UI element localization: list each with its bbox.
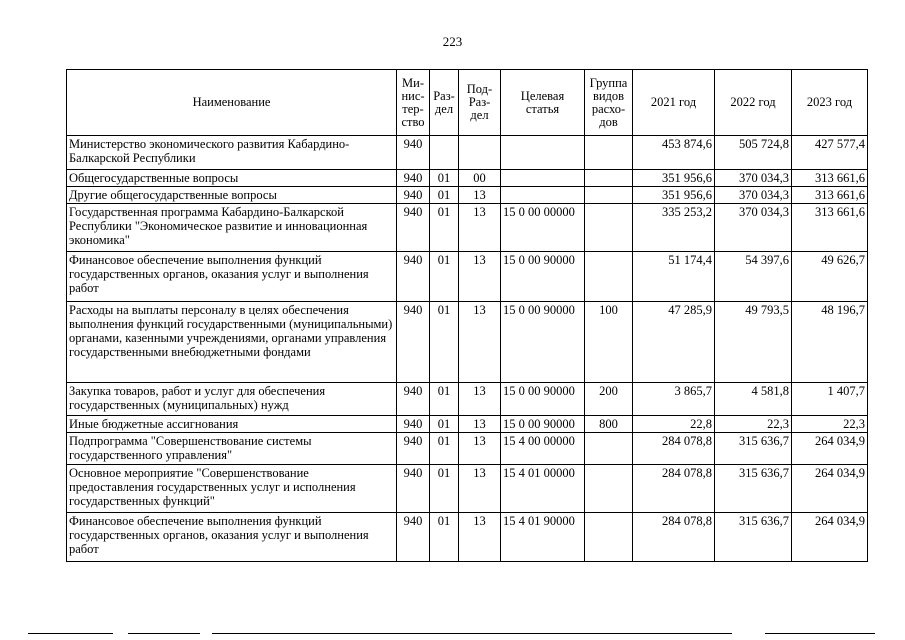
header-target: Целевая статья [501, 70, 585, 136]
cell-2021: 284 078,8 [633, 433, 715, 465]
cell-section: 01 [430, 383, 459, 416]
cell-2023: 264 034,9 [792, 465, 868, 513]
table-row [67, 513, 868, 562]
cell-subsection: 13 [459, 465, 501, 513]
cell-group [585, 252, 633, 302]
cell-group: 100 [585, 302, 633, 383]
budget-table-body [67, 136, 868, 562]
header-2022: 2022 год [715, 70, 792, 136]
cell-2022: 22,3 [715, 416, 792, 433]
cell-2023: 49 626,7 [792, 252, 868, 302]
cell-subsection: 13 [459, 416, 501, 433]
cell-name: Государственная программа Кабардино-Балкарской Республики "Экономическое развитие и инновационная экономика" [67, 204, 397, 252]
cell-section: 01 [430, 416, 459, 433]
cell-subsection: 13 [459, 252, 501, 302]
cell-name: Основное мероприятие "Совершенствование предоставления государственных услуг и исполнения государственных функций" [67, 465, 397, 513]
cell-target: 15 4 01 90000 [501, 513, 585, 562]
cell-2021: 51 174,4 [633, 252, 715, 302]
table-row [67, 433, 868, 465]
header-group: Группа видов расхо-дов [585, 70, 633, 136]
cell-target: 15 0 00 90000 [501, 252, 585, 302]
cell-ministry: 940 [397, 433, 430, 465]
header-row [67, 70, 868, 136]
table-row [67, 187, 868, 204]
cell-subsection: 13 [459, 187, 501, 204]
cell-ministry: 940 [397, 302, 430, 383]
cell-group [585, 187, 633, 204]
cell-section: 01 [430, 433, 459, 465]
cell-2022: 315 636,7 [715, 465, 792, 513]
cell-target: 15 4 01 00000 [501, 465, 585, 513]
bottom-divider [128, 633, 200, 634]
table-row [67, 252, 868, 302]
cell-2021: 3 865,7 [633, 383, 715, 416]
cell-2022: 54 397,6 [715, 252, 792, 302]
cell-name: Подпрограмма "Совершенствование системы государственного управления" [67, 433, 397, 465]
header-subsection: Под-Раз-дел [459, 70, 501, 136]
table-row [67, 383, 868, 416]
table-row [67, 204, 868, 252]
cell-name: Финансовое обеспечение выполнения функций государственных органов, оказания услуг и выполнения работ [67, 252, 397, 302]
cell-2023: 313 661,6 [792, 187, 868, 204]
cell-2022: 49 793,5 [715, 302, 792, 383]
bottom-divider [28, 633, 113, 634]
cell-2021: 284 078,8 [633, 513, 715, 562]
cell-2023: 427 577,4 [792, 136, 868, 170]
table-row [67, 136, 868, 170]
cell-section [430, 136, 459, 170]
cell-group [585, 136, 633, 170]
cell-name: Министерство экономического развития Кабардино-Балкарской Республики [67, 136, 397, 170]
cell-subsection: 13 [459, 383, 501, 416]
cell-subsection: 13 [459, 513, 501, 562]
table-row [67, 170, 868, 187]
cell-target [501, 187, 585, 204]
cell-target: 15 0 00 90000 [501, 302, 585, 383]
cell-name: Расходы на выплаты персоналу в целях обеспечения выполнения функций государственными (муниципальными) органами, казенными учреждениями, органами управления государственными внебюджетными фондами [67, 302, 397, 383]
cell-name: Закупка товаров, работ и услуг для обеспечения государственных (муниципальных) нужд [67, 383, 397, 416]
cell-ministry: 940 [397, 513, 430, 562]
cell-group: 200 [585, 383, 633, 416]
cell-section: 01 [430, 302, 459, 383]
cell-ministry: 940 [397, 465, 430, 513]
cell-2023: 264 034,9 [792, 433, 868, 465]
cell-2021: 335 253,2 [633, 204, 715, 252]
cell-2022: 505 724,8 [715, 136, 792, 170]
cell-2021: 351 956,6 [633, 187, 715, 204]
cell-2021: 351 956,6 [633, 170, 715, 187]
table-row [67, 416, 868, 433]
cell-name: Финансовое обеспечение выполнения функций государственных органов, оказания услуг и выполнения работ [67, 513, 397, 562]
cell-target: 15 0 00 00000 [501, 204, 585, 252]
page-number: 223 [442, 34, 463, 49]
cell-2023: 264 034,9 [792, 513, 868, 562]
bottom-divider [212, 633, 732, 634]
cell-2021: 22,8 [633, 416, 715, 433]
cell-name: Другие общегосударственные вопросы [67, 187, 397, 204]
cell-2023: 313 661,6 [792, 204, 868, 252]
cell-group [585, 204, 633, 252]
cell-2023: 313 661,6 [792, 170, 868, 187]
cell-subsection: 00 [459, 170, 501, 187]
cell-ministry: 940 [397, 136, 430, 170]
cell-ministry: 940 [397, 383, 430, 416]
cell-name: Общегосударственные вопросы [67, 170, 397, 187]
cell-group [585, 170, 633, 187]
cell-2022: 4 581,8 [715, 383, 792, 416]
cell-ministry: 940 [397, 187, 430, 204]
header-2021: 2021 год [633, 70, 715, 136]
cell-subsection: 13 [459, 204, 501, 252]
table-row [67, 465, 868, 513]
cell-group: 800 [585, 416, 633, 433]
cell-2023: 1 407,7 [792, 383, 868, 416]
cell-ministry: 940 [397, 170, 430, 187]
cell-section: 01 [430, 204, 459, 252]
bottom-divider [765, 633, 875, 634]
cell-2021: 284 078,8 [633, 465, 715, 513]
cell-ministry: 940 [397, 252, 430, 302]
cell-2022: 315 636,7 [715, 513, 792, 562]
cell-2022: 370 034,3 [715, 187, 792, 204]
cell-2022: 370 034,3 [715, 204, 792, 252]
cell-target [501, 136, 585, 170]
cell-2022: 370 034,3 [715, 170, 792, 187]
cell-2021: 47 285,9 [633, 302, 715, 383]
header-ministry: Ми-нис-тер-ство [397, 70, 430, 136]
cell-target: 15 0 00 90000 [501, 416, 585, 433]
cell-2023: 22,3 [792, 416, 868, 433]
table-row [67, 302, 868, 383]
cell-group [585, 433, 633, 465]
cell-section: 01 [430, 187, 459, 204]
cell-group [585, 513, 633, 562]
cell-subsection [459, 136, 501, 170]
cell-section: 01 [430, 513, 459, 562]
cell-target [501, 170, 585, 187]
cell-target: 15 4 00 00000 [501, 433, 585, 465]
cell-2023: 48 196,7 [792, 302, 868, 383]
header-2023: 2023 год [792, 70, 868, 136]
header-section: Раз-дел [430, 70, 459, 136]
cell-ministry: 940 [397, 416, 430, 433]
cell-2022: 315 636,7 [715, 433, 792, 465]
cell-subsection: 13 [459, 302, 501, 383]
cell-target: 15 0 00 90000 [501, 383, 585, 416]
cell-2021: 453 874,6 [633, 136, 715, 170]
cell-group [585, 465, 633, 513]
cell-section: 01 [430, 170, 459, 187]
cell-ministry: 940 [397, 204, 430, 252]
cell-section: 01 [430, 252, 459, 302]
cell-section: 01 [430, 465, 459, 513]
budget-table [66, 69, 868, 562]
cell-subsection: 13 [459, 433, 501, 465]
header-name: Наименование [67, 70, 397, 136]
cell-name: Иные бюджетные ассигнования [67, 416, 397, 433]
